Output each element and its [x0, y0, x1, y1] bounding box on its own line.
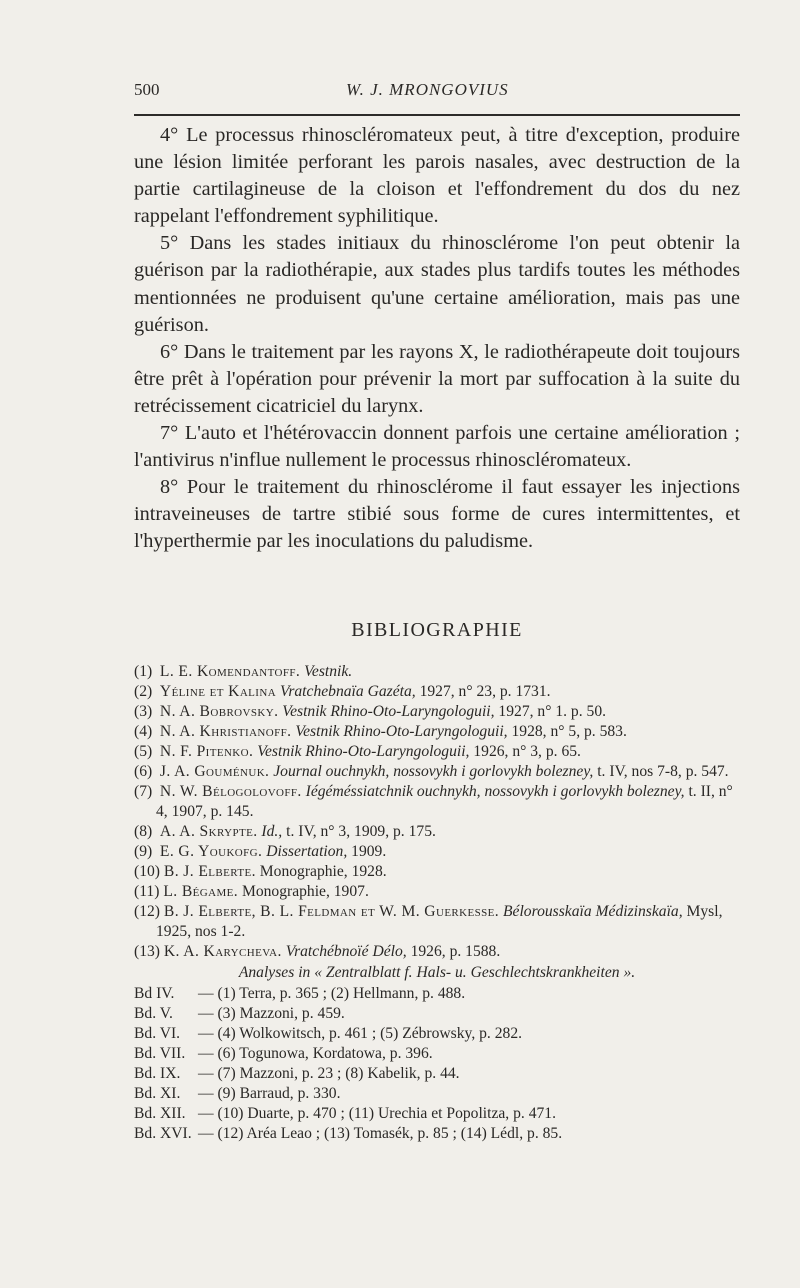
- bib-author: E. G. Youkofg.: [159, 843, 263, 860]
- bib-details: Monographie, 1928.: [259, 863, 387, 880]
- bib-details: t. IV, n° 3, 1909, p. 175.: [286, 823, 436, 840]
- bib-number: (2): [134, 683, 153, 700]
- analysis-row: [134, 1104, 740, 1124]
- analysis-row: [134, 1024, 740, 1044]
- bib-details: Mysl, 1925, nos 1-2.: [156, 903, 723, 940]
- bib-details: 1926, p. 1588.: [410, 943, 501, 960]
- volume-label: Bd. XVI.: [134, 1125, 192, 1142]
- bib-journal: Vratchébnoïé Délo,: [285, 943, 407, 960]
- analysis-row: [134, 1124, 740, 1144]
- bib-number: (13): [134, 943, 160, 960]
- analysis-refs: — (3) Mazzoni, p. 459.: [198, 1005, 345, 1022]
- bib-journal: Vratchebnaïa Gazéta,: [279, 683, 416, 700]
- bib-journal: Iégéméssiatchnik ouchnykh, nossovykh i gorlovykh bolezney,: [305, 783, 685, 800]
- volume-label: Bd. IX.: [134, 1065, 181, 1082]
- volume-label: Bd. XII.: [134, 1105, 186, 1122]
- paragraph: 8° Pour le traitement du rhinosclérome il faut essayer les injections intraveineuses de tartre stibié sous forme de cures intermittentes, et l'hyperthermie par les inoculations du paludisme.: [134, 476, 740, 553]
- header-rule: [134, 114, 740, 116]
- analysis-refs: — (7) Mazzoni, p. 23 ; (8) Kabelik, p. 44.: [198, 1065, 460, 1082]
- bib-number: (6): [134, 763, 153, 780]
- volume-label: Bd IV.: [134, 985, 175, 1002]
- bib-author: B. J. Elberte.: [163, 863, 256, 880]
- analysis-refs: — (6) Togunowa, Kordatowa, p. 396.: [198, 1045, 433, 1062]
- bib-number: (11): [134, 883, 160, 900]
- volume-label: Bd. XI.: [134, 1085, 181, 1102]
- bib-entry: [134, 722, 740, 742]
- paragraph: 7° L'auto et l'hétérovaccin donnent parfois une certaine amélioration ; l'antivirus n'influe nullement le processus rhinoscléromateux.: [134, 422, 740, 472]
- volume-label: Bd. VI.: [134, 1025, 181, 1042]
- bib-author: K. A. Karycheva.: [163, 943, 282, 960]
- bib-journal: Bélorousskaïa Médizinskaïa,: [503, 903, 683, 920]
- bib-entry: [134, 942, 740, 962]
- bib-details: 1926, n° 3, p. 65.: [473, 743, 581, 760]
- bib-journal: Dissertation,: [266, 843, 348, 860]
- bib-journal: Id.,: [261, 823, 283, 840]
- analysis-row: [134, 1084, 740, 1104]
- analysis-refs: — (10) Duarte, p. 470 ; (11) Urechia et Popolitza, p. 471.: [198, 1105, 556, 1122]
- bib-entry: [134, 742, 740, 762]
- bib-number: (12): [134, 903, 160, 920]
- bib-entry: [134, 702, 740, 722]
- analysis-refs: — (9) Barraud, p. 330.: [198, 1085, 341, 1102]
- running-title: W. J. MRONGOVIUS: [346, 80, 509, 99]
- bib-number: (8): [134, 823, 153, 840]
- analyses-heading: Analyses in « Zentralblatt f. Hals- u. Geschlechtskrankheiten ».: [238, 964, 636, 981]
- bib-entry: [134, 862, 740, 882]
- bib-author: N. A. Khristianoff.: [159, 723, 292, 740]
- analysis-refs: — (1) Terra, p. 365 ; (2) Hellmann, p. 488.: [198, 985, 466, 1002]
- bib-entry: [134, 902, 740, 942]
- analysis-row: [134, 984, 740, 1004]
- page-header: [134, 74, 740, 104]
- bib-number: (9): [134, 843, 153, 860]
- bib-details: Monographie, 1907.: [241, 883, 369, 900]
- bib-details: t. II, n° 4, 1907, p. 145.: [156, 783, 733, 820]
- bib-number: (10): [134, 863, 160, 880]
- bib-entry: [134, 842, 740, 862]
- bib-entry: [134, 822, 740, 842]
- bib-journal: Vestnik.: [304, 663, 353, 680]
- bib-number: (4): [134, 723, 153, 740]
- bib-number: (7): [134, 783, 153, 800]
- bib-author: A. A. Skrypte.: [159, 823, 258, 840]
- bib-entry: [134, 762, 740, 782]
- bib-entry: [134, 682, 740, 702]
- bib-author: B. J. Elberte, B. L. Feldman et W. M. Guerkesse.: [163, 903, 500, 920]
- bib-journal: Vestnik Rhino-Oto-Laryngologuii,: [257, 743, 470, 760]
- bibliography-list: [134, 662, 740, 1144]
- bib-author: N. F. Pitenko.: [159, 743, 254, 760]
- bib-author: L. Bégame.: [163, 883, 239, 900]
- bib-author: J. A. Gouménuk.: [159, 763, 270, 780]
- paragraph: 4° Le processus rhinoscléromateux peut, à titre d'exception, produire une lésion limitée perforant les parois nasales, avec destruction de la partie cartilagineuse de la cloison et l'effondrement du dos du nez rappelant l'effondrement syphilitique.: [134, 124, 740, 228]
- bib-entry: [134, 882, 740, 902]
- paragraph: 5° Dans les stades initiaux du rhinosclérome l'on peut obtenir la guérison par la radiothérapie, aux stades plus tardifs toutes les méthodes mentionnées ne produisent qu'une certaine amélioration, mais pas une guérison.: [134, 232, 740, 336]
- bib-details: t. IV, nos 7-8, p. 547.: [597, 763, 729, 780]
- bib-number: (3): [134, 703, 153, 720]
- bib-number: (1): [134, 663, 153, 680]
- analysis-refs: — (4) Wolkowitsch, p. 461 ; (5) Zébrowsky, p. 282.: [198, 1025, 523, 1042]
- bib-author: N. A. Bobrovsky.: [159, 703, 279, 720]
- volume-label: Bd. V.: [134, 1005, 173, 1022]
- volume-label: Bd. VII.: [134, 1045, 186, 1062]
- bib-details: 1909.: [351, 843, 387, 860]
- bib-entry: [134, 662, 740, 682]
- analysis-row: [134, 1064, 740, 1084]
- bib-author: N. W. Bélogolovoff.: [159, 783, 302, 800]
- bib-journal: Journal ouchnykh, nossovykh i gorlovykh bolezney,: [273, 763, 594, 780]
- bib-author: L. E. Komendantoff.: [159, 663, 301, 680]
- bib-author: Yéline et Kalina: [159, 683, 277, 700]
- analysis-row: [134, 1004, 740, 1024]
- bib-details: 1927, n° 23, p. 1731.: [419, 683, 551, 700]
- paragraph: 6° Dans le traitement par les rayons X, le radiothérapeute doit toujours être prêt à l'opération pour prévenir la mort par suffocation à la suite du retrécissement cicatriciel du larynx.: [134, 340, 740, 417]
- page-number: 500: [134, 80, 160, 99]
- bib-entry: [134, 782, 740, 822]
- bibliography-title: BIBLIOGRAPHIE: [351, 619, 523, 641]
- bib-details: 1928, n° 5, p. 583.: [511, 723, 627, 740]
- bib-number: (5): [134, 743, 153, 760]
- analysis-row: [134, 1044, 740, 1064]
- analysis-refs: — (12) Aréa Leao ; (13) Tomasék, p. 85 ; (14) Lédl, p. 85.: [198, 1125, 563, 1142]
- conclusions-text: [134, 122, 740, 556]
- bib-details: 1927, n° 1. p. 50.: [498, 703, 607, 720]
- bib-journal: Vestnik Rhino-Oto-Laryngologuii,: [282, 703, 495, 720]
- bib-journal: Vestnik Rhino-Oto-Laryngologuii,: [295, 723, 508, 740]
